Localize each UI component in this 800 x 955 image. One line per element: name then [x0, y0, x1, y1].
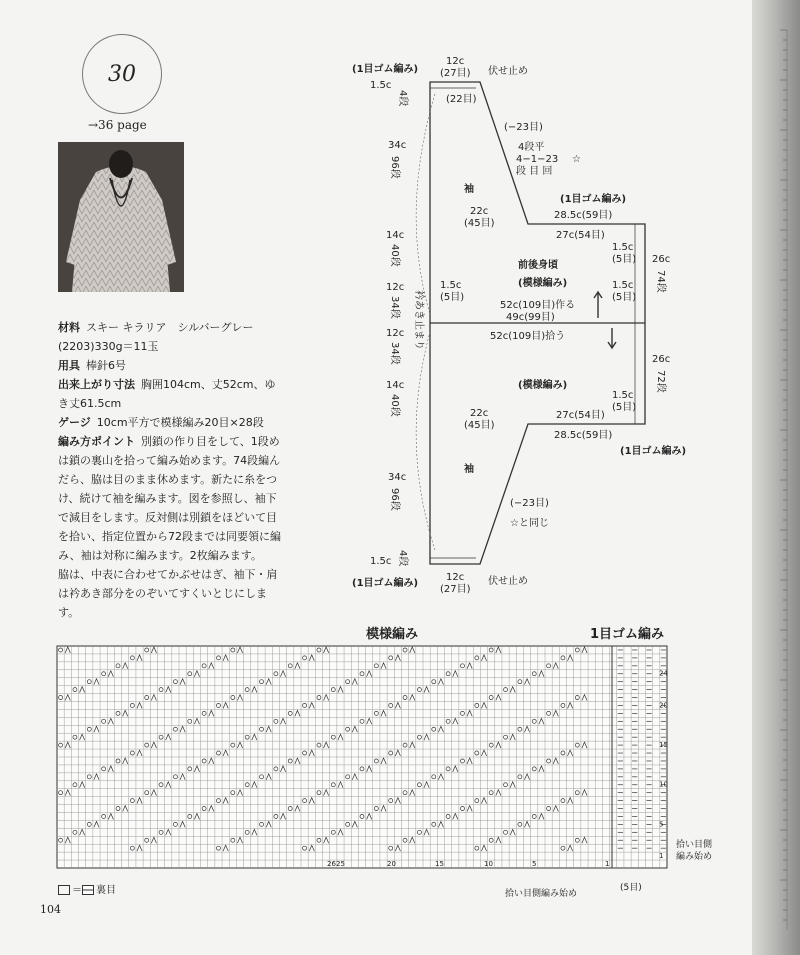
star-mark: ☆ — [572, 154, 581, 165]
row-number: 24 — [659, 669, 668, 678]
rib-label-top: (1目ゴム編み) — [352, 64, 419, 75]
upper-width: 22c — [470, 206, 489, 217]
neck-a-top: 14c — [386, 230, 405, 241]
neck-pick-height: 1.5c — [440, 280, 462, 291]
howto-label: 編み方ポイント — [58, 435, 135, 448]
top-cuff-stitches: (27目) — [440, 68, 471, 79]
pick-row-note-2: 編み始め — [676, 852, 713, 862]
hem-height-upper-pick: 1.5c — [612, 280, 634, 291]
neck-b-rows-top: 34段 — [389, 296, 400, 319]
neck-b-bottom: 12c — [386, 328, 405, 339]
purl-symbol-box — [82, 885, 94, 895]
neck-a-bottom: 14c — [386, 380, 405, 391]
size-label: 出来上がり寸法 — [58, 378, 135, 391]
neck-opening: 衿あき止まり — [413, 290, 424, 350]
rib-label-bottom: (1目ゴム編み) — [352, 578, 419, 589]
side-height-top: 26c — [652, 254, 671, 265]
column-number: 5 — [532, 860, 537, 868]
sleeve-label-top: 袖 — [464, 184, 474, 195]
bindoff-bottom: 伏せ止め — [488, 576, 528, 587]
hem-width-a-top: 28.5c(59目) — [554, 210, 613, 221]
neck-b-top: 12c — [386, 282, 405, 293]
mid-width: 49c(99目) — [506, 312, 555, 323]
seam-text: 脇は、中表に合わせてかぶせはぎ、袖下・肩は衿あき部分をのぞいてすくいとじにします。 — [58, 568, 278, 619]
inner-stitches: (22目) — [446, 94, 477, 105]
hem-width-b-bottom: 27c(54目) — [556, 410, 605, 421]
hem-height-bottom: 1.5c — [612, 390, 634, 401]
size-text: 胸囲104cm、丈52cm、ゆき丈61.5cm — [58, 378, 276, 410]
body-label: 前後身頃 — [518, 260, 558, 271]
rib-label-mid-bottom: (1目ゴム編み) — [620, 446, 687, 457]
sleeve-label-bottom: 袖 — [464, 464, 474, 475]
hem-rows-top: (5目) — [612, 254, 637, 265]
hem-rows-bottom: (5目) — [612, 402, 637, 413]
row-number: 10 — [659, 780, 668, 789]
side-height-bottom: 26c — [652, 354, 671, 365]
row-number: 15 — [659, 741, 668, 750]
page-number: 104 — [40, 903, 61, 916]
decrease-bottom: (−23目) — [510, 498, 549, 509]
row-number: 20 — [659, 701, 668, 710]
cuff-height-top: 1.5c — [370, 80, 392, 91]
material-label: 材料 — [58, 321, 80, 334]
row-number: 1 — [659, 852, 664, 861]
row-number: 5 — [659, 820, 664, 829]
decrease-rule-b: 4−1−23 — [516, 154, 559, 165]
page-reference: →36 page — [88, 118, 147, 132]
lower-width: 22c — [470, 408, 489, 419]
pattern-number: 30 — [82, 34, 162, 114]
hem-height-top: 1.5c — [612, 242, 634, 253]
pick-up: 52c(109目)拾う — [490, 331, 566, 342]
column-number: 26 — [327, 860, 336, 868]
pick-row-note: 拾い目側 — [676, 840, 713, 850]
neck-a-rows-bottom: 40段 — [389, 394, 400, 417]
garment-schematic — [340, 52, 710, 597]
bottom-cuff-width: 12c — [446, 572, 465, 583]
neck-pick-stitches: (5目) — [440, 292, 465, 303]
cuff-rows-bottom: 4段 — [397, 550, 408, 567]
sleeve-length-top: 34c — [388, 140, 407, 151]
decrease-top: (−23目) — [504, 122, 543, 133]
hem-rows-upper-pick: (5目) — [612, 292, 637, 303]
lower-stitches: (45目) — [464, 420, 495, 431]
needle-label: 用具 — [58, 359, 80, 372]
hem-width-a-bottom: 28.5c(59目) — [554, 430, 613, 441]
sleeve-rows-bottom: 96段 — [389, 488, 400, 511]
bindoff-top: 伏せ止め — [488, 66, 528, 77]
ruler-strip — [778, 30, 796, 930]
howto-text: 別鎖の作り目をして、1段めは鎖の裏山を拾って編み始めます。74段編んだら、脇は目のまま休めます。新たに糸をつけ、続けて袖を編みます。図を参照し、袖下で減目をします。反対側は別鎖をほどいて目を拾い、指定位置から72段までは同要領に編み、袖は対称に編みます。2枚編みます。 — [58, 435, 281, 562]
column-number: 20 — [387, 860, 396, 868]
sleeve-rows-top: 96段 — [389, 156, 400, 179]
material-text: スキー キラリア シルバーグレー(2203)330g＝11玉 — [58, 321, 254, 353]
side-rows-top: 74段 — [655, 270, 666, 293]
same-as-star: ☆と同じ — [510, 518, 549, 529]
neck-b-rows-bottom: 34段 — [389, 342, 400, 365]
column-number: 25 — [336, 860, 345, 868]
knit-symbol-box — [58, 885, 70, 895]
gauge-label: ゲージ — [58, 416, 91, 429]
cast-on: 52c(109目)作る — [500, 300, 576, 311]
needle-text: 棒針6号 — [86, 359, 126, 372]
neck-a-rows-top: 40段 — [389, 244, 400, 267]
gauge-text: 10cm平方で模様編み20目×28段 — [96, 416, 264, 429]
upper-stitches: (45目) — [464, 218, 495, 229]
model-photo — [58, 142, 184, 292]
pattern-label-bottom: (模様編み) — [518, 380, 568, 391]
top-cuff-width: 12c — [446, 56, 465, 67]
legend-purl: 裏目 — [96, 885, 116, 896]
column-number: 10 — [484, 860, 493, 868]
sleeve-length-bottom: 34c — [388, 472, 407, 483]
legend — [58, 881, 116, 896]
bottom-cuff-stitches: (27目) — [440, 584, 471, 595]
pick-start-note: 拾い目側編み始め — [505, 889, 578, 899]
cuff-height-bottom: 1.5c — [370, 556, 392, 567]
rib-chart-title: 1目ゴム編み — [590, 627, 665, 642]
side-rows-bottom: 72段 — [655, 370, 666, 393]
hem-width-b-top: 27c(54目) — [556, 230, 605, 241]
column-number: 15 — [435, 860, 444, 868]
cuff-rows-top: 4段 — [397, 90, 408, 107]
pattern-label-top: (模様編み) — [518, 278, 568, 289]
five-stitches-note: (5目) — [620, 883, 642, 893]
decrease-rule-c: 段 目 回 — [516, 166, 553, 177]
pattern-info — [58, 318, 283, 622]
pattern-chart-title: 模様編み — [366, 627, 419, 642]
legend-equals: ＝ — [72, 885, 82, 896]
rib-label-mid-top: (1目ゴム編み) — [560, 194, 627, 205]
decrease-rule-a: 4段平 — [518, 142, 545, 153]
stitch-chart — [57, 646, 667, 868]
column-number: 1 — [605, 860, 610, 868]
